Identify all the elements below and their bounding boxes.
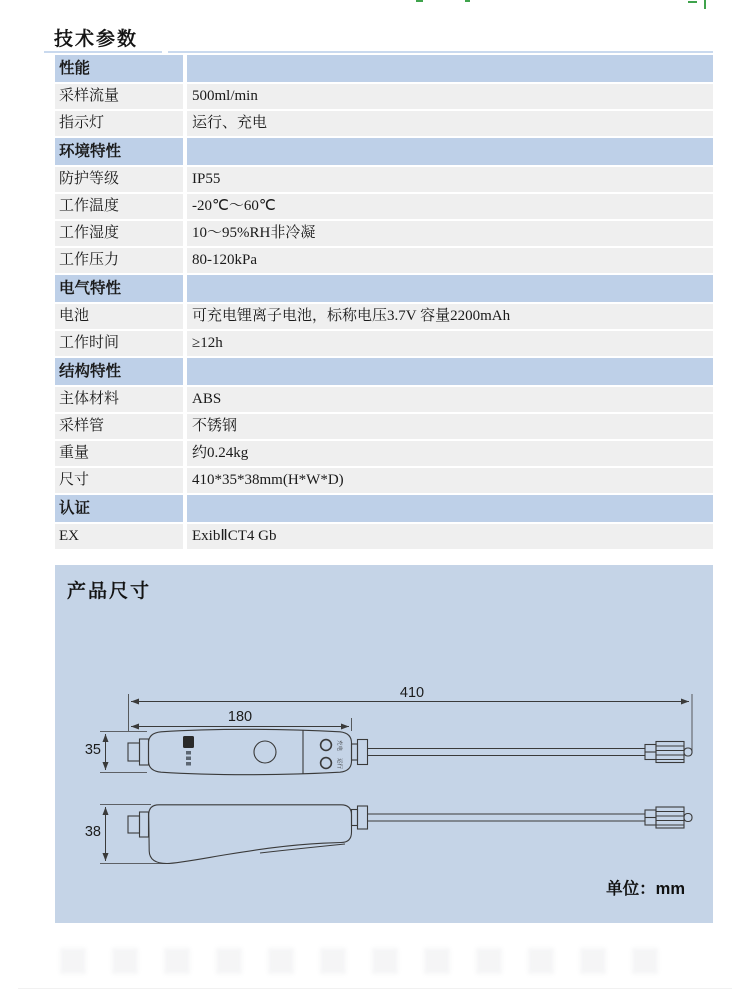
table-row bbox=[55, 194, 713, 219]
spec-value: ExibⅡCT4 Gb bbox=[187, 524, 713, 549]
table-row bbox=[55, 441, 713, 466]
table-top-rule-right bbox=[168, 51, 713, 53]
cropped-text-fragment bbox=[704, 0, 706, 9]
section-header-label: 环境特性 bbox=[55, 138, 183, 165]
section-header-filler bbox=[187, 495, 713, 522]
brand-logo bbox=[183, 736, 194, 766]
watermark-smudge bbox=[60, 948, 680, 974]
spec-value: 不锈钢 bbox=[187, 414, 713, 439]
table-row bbox=[55, 84, 713, 109]
table-row bbox=[55, 304, 713, 329]
table-row bbox=[55, 167, 713, 192]
table-section-header bbox=[55, 55, 713, 82]
device-side-view bbox=[128, 805, 692, 864]
spec-label: 主体材料 bbox=[55, 387, 183, 412]
spec-value: ≥12h bbox=[187, 331, 713, 356]
cropped-text-fragment bbox=[465, 0, 470, 2]
spec-label: 防护等级 bbox=[55, 167, 183, 192]
table-row bbox=[55, 414, 713, 439]
spec-value: 约0.24kg bbox=[187, 441, 713, 466]
dim-total-length: 410 bbox=[399, 685, 425, 701]
spec-value: ABS bbox=[187, 387, 713, 412]
section-header-filler bbox=[187, 358, 713, 385]
section-header-label: 认证 bbox=[55, 495, 183, 522]
dimension-drawing bbox=[55, 565, 713, 923]
spec-label: 采样流量 bbox=[55, 84, 183, 109]
table-row bbox=[55, 248, 713, 273]
spec-table bbox=[55, 55, 713, 551]
spec-label: 工作压力 bbox=[55, 248, 183, 273]
spec-value: 500ml/min bbox=[187, 84, 713, 109]
cropped-text-fragment bbox=[416, 0, 423, 2]
table-section-header bbox=[55, 495, 713, 522]
spec-label: 尺寸 bbox=[55, 468, 183, 493]
spec-label: EX bbox=[55, 524, 183, 549]
spec-label: 工作湿度 bbox=[55, 221, 183, 246]
spec-label: 工作时间 bbox=[55, 331, 183, 356]
product-dimensions-panel bbox=[55, 565, 713, 923]
spec-value: IP55 bbox=[187, 167, 713, 192]
spec-value: 可充电锂离子电池，标称电压3.7V 容量2200mAh bbox=[187, 304, 713, 329]
spec-value: -20℃～60℃ bbox=[187, 194, 713, 219]
spec-label: 指示灯 bbox=[55, 111, 183, 136]
table-section-header bbox=[55, 138, 713, 165]
spec-label: 采样管 bbox=[55, 414, 183, 439]
table-row bbox=[55, 524, 713, 549]
dim-top-view-height: 35 bbox=[84, 742, 101, 758]
section-header-filler bbox=[187, 275, 713, 302]
extension-lines bbox=[100, 694, 692, 864]
spec-value: 10～95%RH非冷凝 bbox=[187, 221, 713, 246]
dim-side-view-height: 38 bbox=[84, 824, 101, 840]
table-row bbox=[55, 468, 713, 493]
dimension-lines bbox=[106, 702, 690, 862]
bottom-hairline bbox=[18, 988, 732, 989]
table-section-header bbox=[55, 358, 713, 385]
table-row bbox=[55, 387, 713, 412]
section-header-filler bbox=[187, 55, 713, 82]
led-label-charge: 充电 bbox=[336, 740, 342, 752]
unit-label: 单位：mm bbox=[606, 880, 685, 898]
page-title: 技术参数 bbox=[54, 29, 139, 50]
spec-value: 运行、充电 bbox=[187, 111, 713, 136]
panel-title: 产品尺寸 bbox=[67, 581, 152, 602]
spec-label: 电池 bbox=[55, 304, 183, 329]
led-label-run: 运行 bbox=[336, 758, 342, 770]
spec-value: 80-120kPa bbox=[187, 248, 713, 273]
cropped-text-fragment bbox=[688, 1, 697, 3]
dim-body-length: 180 bbox=[227, 709, 253, 725]
table-row bbox=[55, 331, 713, 356]
section-header-label: 性能 bbox=[55, 55, 183, 82]
table-section-header bbox=[55, 275, 713, 302]
spec-label: 工作温度 bbox=[55, 194, 183, 219]
spec-value: 410*35*38mm(H*W*D) bbox=[187, 468, 713, 493]
device-top-view bbox=[128, 729, 692, 774]
table-top-rule-left bbox=[44, 51, 162, 53]
table-row bbox=[55, 111, 713, 136]
table-row bbox=[55, 221, 713, 246]
section-header-label: 结构特性 bbox=[55, 358, 183, 385]
section-header-label: 电气特性 bbox=[55, 275, 183, 302]
spec-label: 重量 bbox=[55, 441, 183, 466]
section-header-filler bbox=[187, 138, 713, 165]
